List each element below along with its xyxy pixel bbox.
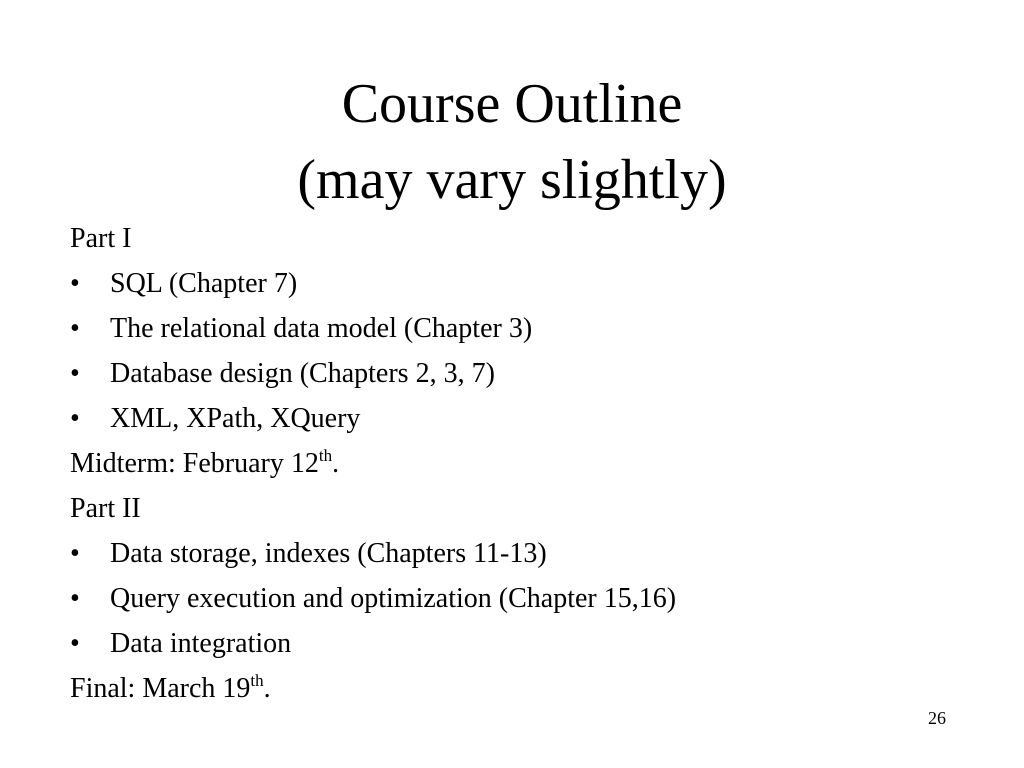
bullet-marker: •	[70, 583, 80, 614]
bullet-text: SQL (Chapter 7)	[110, 268, 298, 299]
midterm-text: Midterm: February 12	[70, 448, 319, 479]
bullet-item	[70, 261, 970, 306]
bullet-text: Data storage, indexes (Chapters 11-13)	[110, 538, 547, 569]
midterm-date	[70, 441, 970, 486]
bullet-item	[70, 306, 970, 351]
bullet-item	[70, 621, 970, 666]
part-2-heading: Part II	[70, 493, 141, 524]
bullet-item	[70, 531, 970, 576]
bullet-marker: •	[70, 628, 80, 659]
title-line-1: Course Outline	[341, 73, 683, 135]
midterm-period: .	[332, 448, 340, 479]
final-period: .	[263, 673, 271, 704]
bullet-text: Query execution and optimization (Chapter 15,16)	[110, 583, 677, 614]
bullet-item	[70, 576, 970, 621]
bullet-text: Data integration	[110, 628, 292, 659]
bullet-marker: •	[70, 268, 80, 299]
final-ordinal: th	[250, 671, 264, 690]
bullet-text: The relational data model (Chapter 3)	[110, 313, 533, 344]
bullet-text: Database design (Chapters 2, 3, 7)	[110, 358, 495, 389]
bullet-marker: •	[70, 403, 80, 434]
bullet-marker: •	[70, 313, 80, 344]
title-line-2: (may vary slightly)	[297, 149, 727, 211]
part-1-heading: Part I	[70, 223, 132, 254]
midterm-ordinal: th	[318, 446, 333, 465]
bullet-marker: •	[70, 538, 80, 569]
bullet-item	[70, 396, 970, 441]
bullet-text: XML, XPath, XQuery	[110, 403, 361, 434]
page-number: 26	[928, 708, 946, 728]
slide-content	[70, 216, 970, 711]
bullet-item	[70, 351, 970, 396]
final-text: Final: March 19	[70, 673, 251, 704]
final-date	[70, 666, 970, 711]
slide-title	[0, 66, 1024, 218]
bullet-marker: •	[70, 358, 80, 389]
